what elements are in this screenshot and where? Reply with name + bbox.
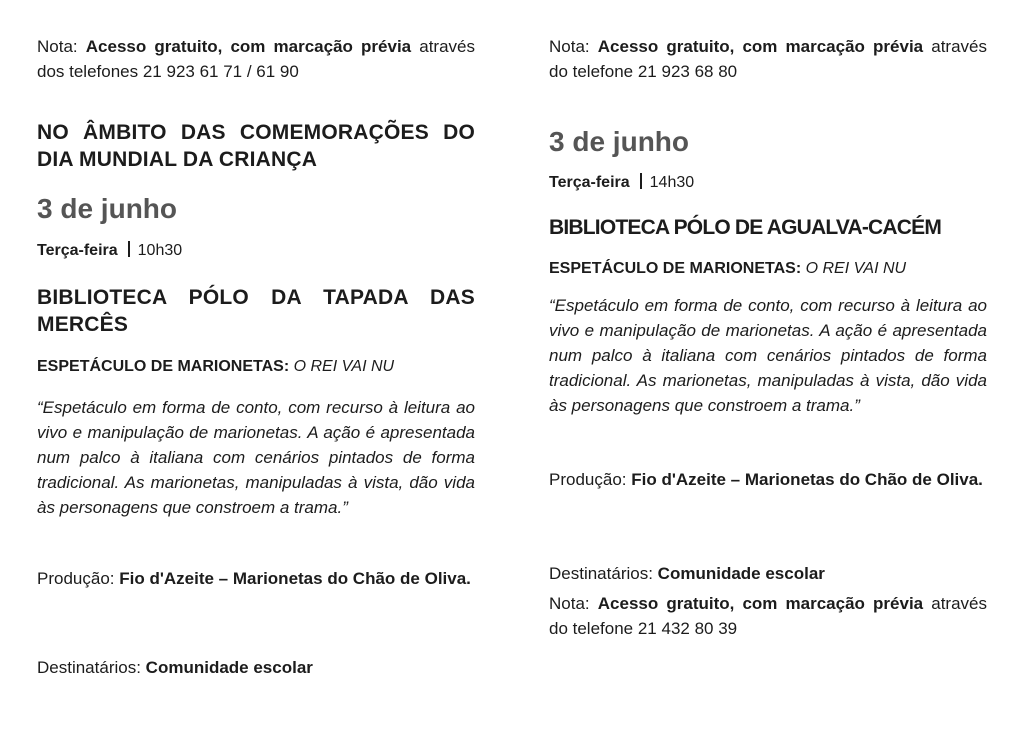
nota-top-right (549, 34, 987, 84)
venue-text: BIBLIOTECA PÓLO DE AGUALVA-CACÉM (549, 216, 942, 239)
nota-rest: através do telefone 21 432 80 39 (549, 594, 987, 638)
spectacle-label: ESPETÁCULO DE MARIONETAS: (549, 260, 802, 277)
producao-right (549, 467, 987, 492)
venue-right (549, 214, 987, 241)
spectacle-label: ESPETÁCULO DE MARIONETAS: (37, 358, 290, 375)
spectacle-title-left (37, 356, 475, 378)
event-date-left (37, 193, 475, 225)
nota-bold: Acesso gratuito, com marcação prévia (597, 37, 924, 56)
spectacle-title-right (549, 258, 987, 280)
nota-bold: Acesso gratuito, com marcação prévia (597, 594, 924, 613)
nota-rest: através do telefone 21 923 68 80 (549, 37, 987, 81)
producao-label: Produção: (37, 569, 115, 588)
destinatarios-left (37, 655, 475, 680)
producao-value: Fio d'Azeite – Marionetas do Chão de Oliva. (119, 569, 471, 588)
celebration-heading-text: NO ÂMBITO DAS COMEMORAÇÕES DO DIA MUNDIAL DA CRIANÇA (37, 121, 475, 171)
separator (128, 241, 130, 257)
event-day-time-right (549, 172, 987, 194)
separator (640, 173, 642, 189)
nota-label: Nota: (37, 37, 78, 56)
nota-top-left (37, 34, 475, 84)
venue-text: BIBLIOTECA PÓLO DA TAPADA DAS MERCÊS (37, 286, 475, 336)
spectacle-name: O REI VAI NU (293, 358, 395, 375)
nota-label: Nota: (549, 594, 590, 613)
weekday: Terça-feira (37, 242, 118, 259)
dest-label: Destinatários: (37, 658, 141, 677)
description-text: “Espetáculo em forma de conto, com recurso à leitura ao vivo e manipulação de marionetas. A ação é apresentada num palco à italiana com cenários pintados de forma tradicional. As marionetas, manipuladas à vista, dão vida às personagens que constroem a trama.” (37, 398, 475, 517)
nota-rest: através dos telefones 21 923 61 71 / 61 90 (37, 37, 475, 81)
event-day-time-left (37, 240, 475, 262)
celebration-heading (37, 119, 475, 173)
producao-left (37, 566, 475, 591)
description-left (37, 395, 475, 520)
time: 14h30 (649, 174, 695, 191)
event-date-text: 3 de junho (549, 126, 689, 157)
event-date-right (549, 126, 987, 158)
dest-value: Comunidade escolar (145, 658, 313, 677)
dest-label: Destinatários: (549, 564, 653, 583)
spectacle-name: O REI VAI NU (805, 260, 907, 277)
dest-value: Comunidade escolar (657, 564, 825, 583)
nota-bottom-right (549, 591, 987, 641)
nota-label: Nota: (549, 37, 590, 56)
weekday: Terça-feira (549, 174, 630, 191)
time: 10h30 (137, 242, 183, 259)
description-right (549, 293, 987, 418)
producao-value: Fio d'Azeite – Marionetas do Chão de Oliva. (631, 470, 983, 489)
nota-bold: Acesso gratuito, com marcação prévia (85, 37, 412, 56)
producao-label: Produção: (549, 470, 627, 489)
description-text: “Espetáculo em forma de conto, com recurso à leitura ao vivo e manipulação de marionetas. A ação é apresentada num palco à italiana com cenários pintados de forma tradicional. As marionetas, manipuladas à vista, dão vida às personagens que constroem a trama.” (549, 296, 987, 415)
event-date-text: 3 de junho (37, 193, 177, 224)
destinatarios-right (549, 561, 987, 586)
venue-left (37, 284, 475, 338)
